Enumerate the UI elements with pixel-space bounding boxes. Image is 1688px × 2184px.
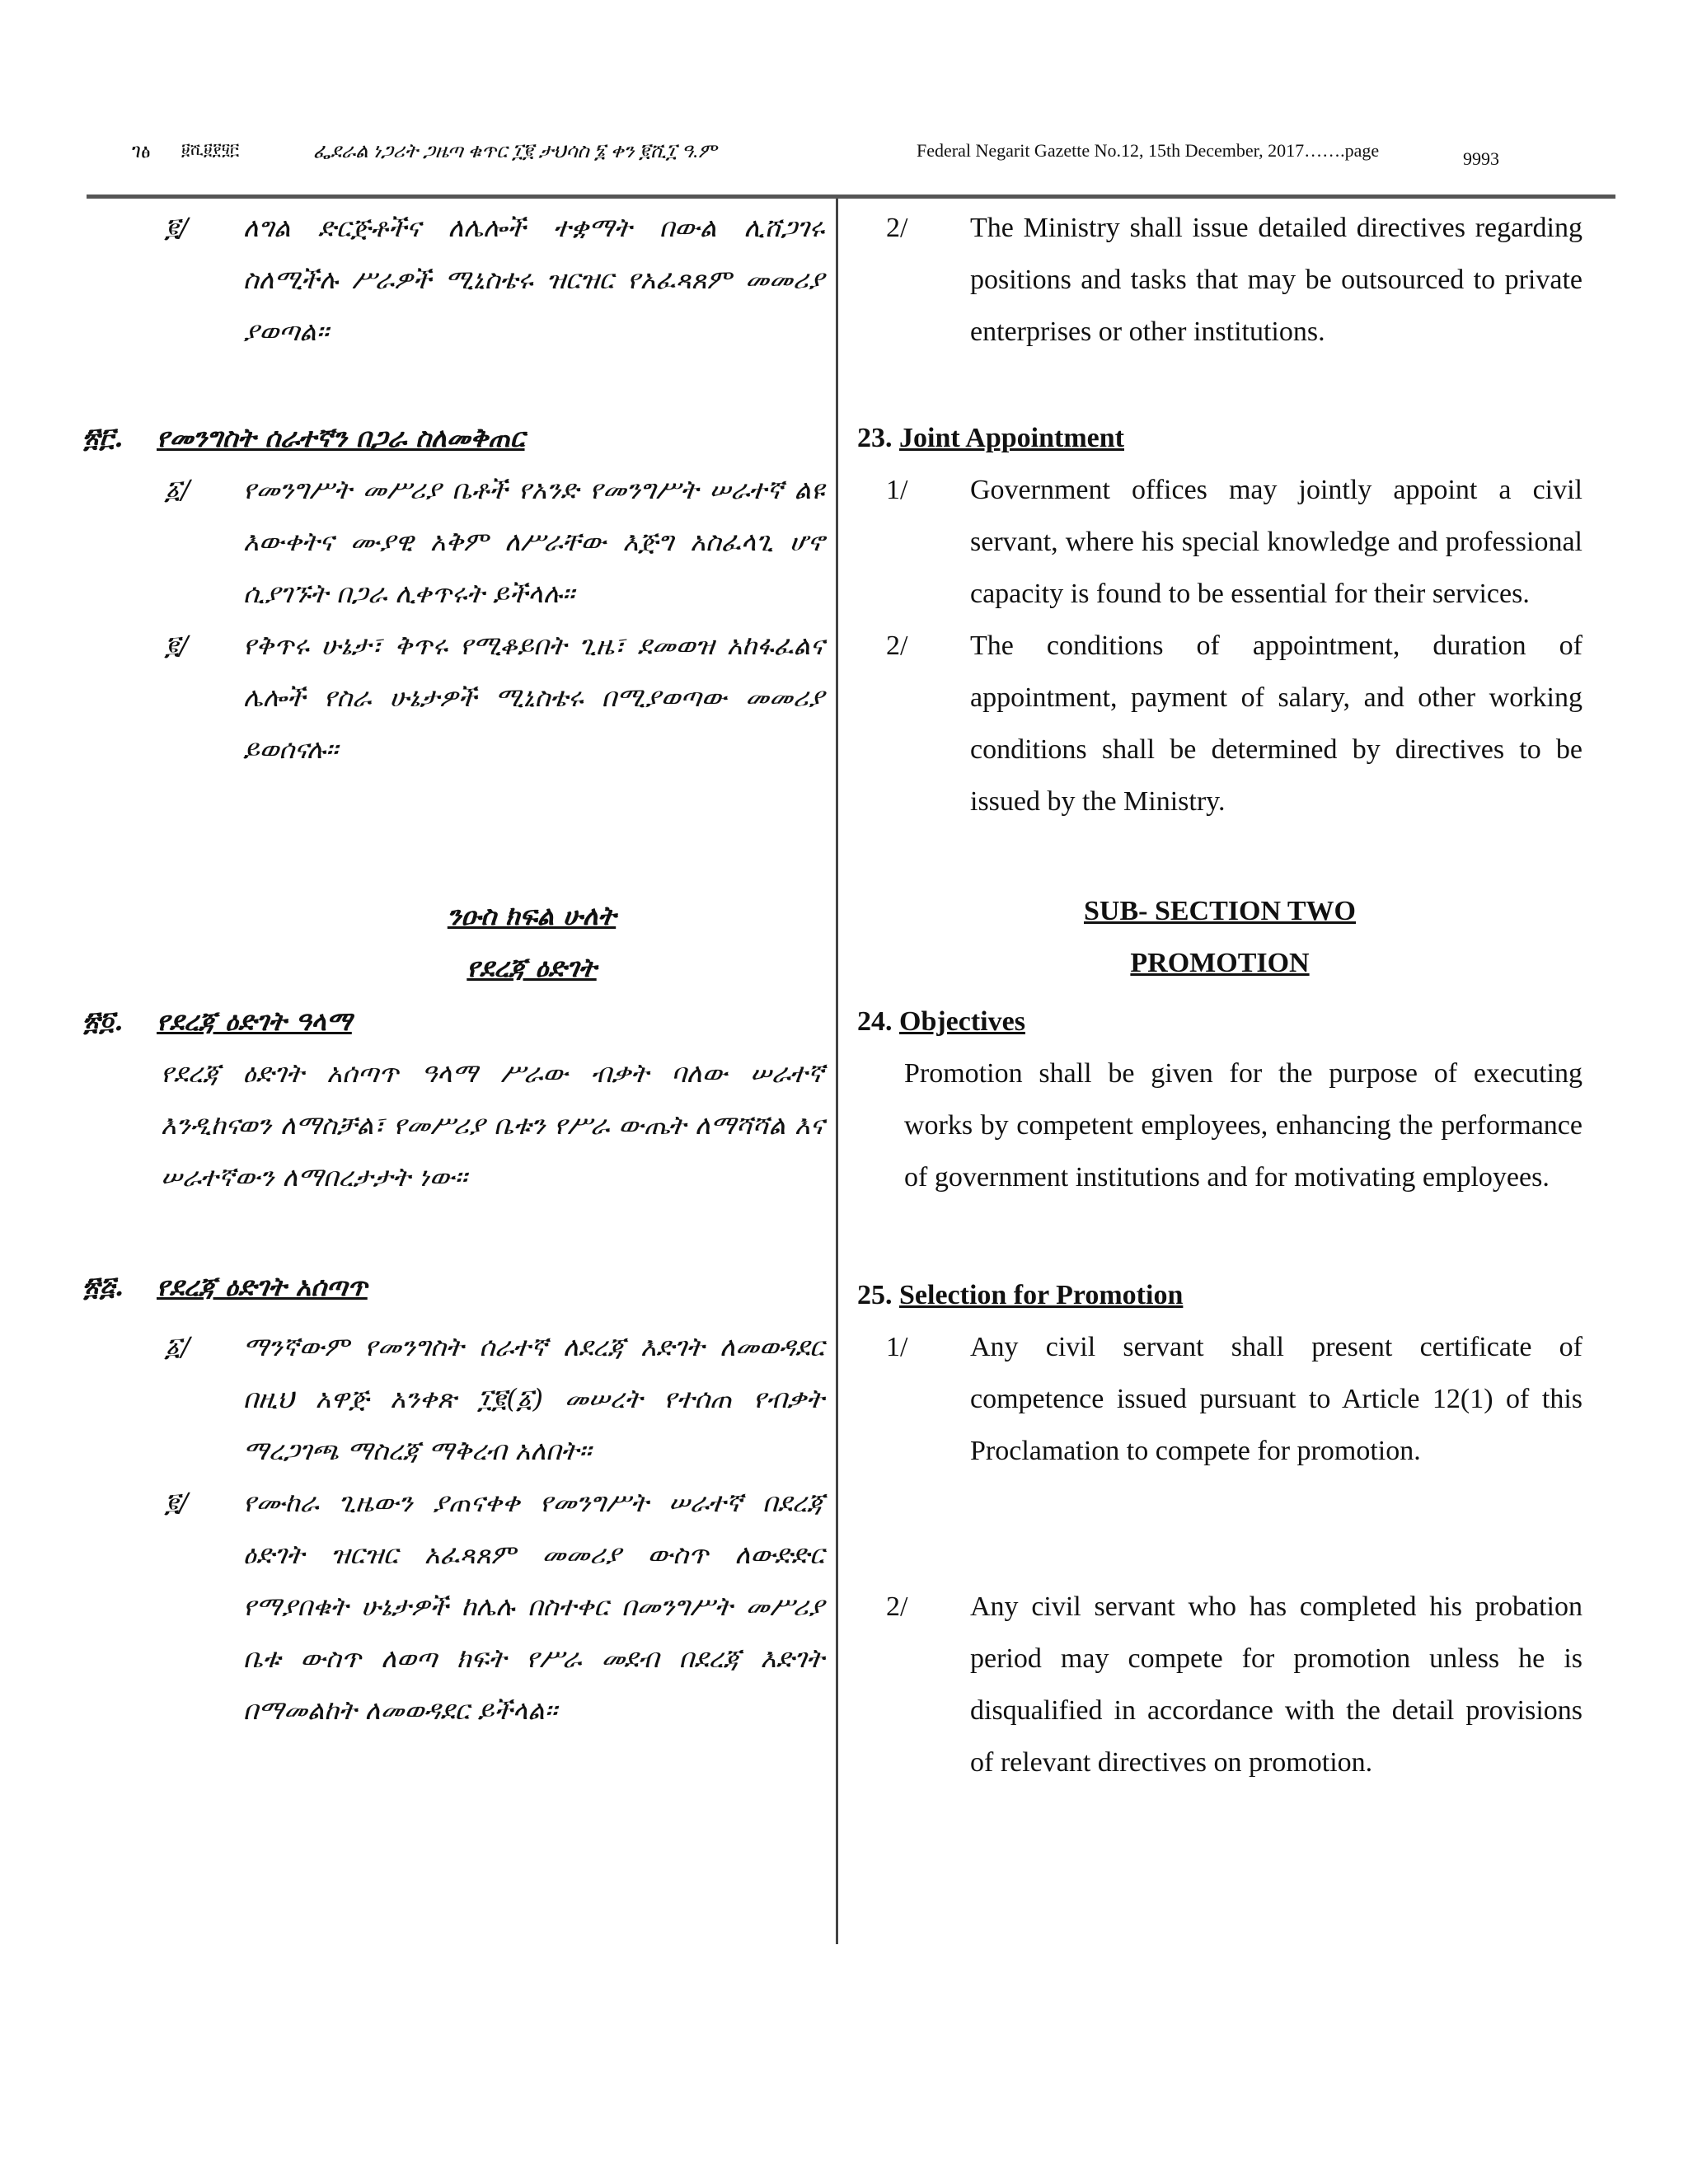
left-article-24 bbox=[82, 996, 824, 1203]
article-title: Joint Appointment bbox=[899, 423, 1124, 453]
list-item bbox=[857, 1321, 1582, 1477]
header-title-amharic: ፌደራል ነጋሪት ጋዜጣ ቁጥር ፲፪ ታህሳስ ፮ ቀን ፪ሺ፲ ዓ.ም bbox=[313, 141, 717, 162]
header-page-label-amharic: ገፅ bbox=[132, 141, 151, 162]
column-divider bbox=[836, 199, 838, 1944]
item-number: 1/ bbox=[886, 1332, 908, 1362]
article-heading bbox=[82, 1261, 824, 1313]
right-column bbox=[857, 202, 1582, 358]
article-paragraph: የደረጃ ዕድገት አሰጣጥ ዓላማ ሥራው ብቃት ባለው ሠራተኛ እንዲከናወን ለማስቻል፣ የመሥሪያ ቤቱን የሥራ ውጤት ለማሻሻል እና ሠራተኛውን ለማበረታታት ነው፡፡ bbox=[161, 1057, 824, 1193]
item-text: ማንኛውም የመንግስት ሰራተኛ ለደረጃ እድገት ለመወዳደር በዚህ አዋጅ አንቀጽ ፲፪(፩) መሠረት የተሰጠ የብቃት ማረጋገጫ ማስረጃ ማቅረብ አለበት፡፡ bbox=[243, 1331, 824, 1466]
article-title: የደረጃ ዕድገት ዓላማ bbox=[157, 1005, 352, 1037]
item-number: 2/ bbox=[886, 213, 908, 243]
article-title: Selection for Promotion bbox=[899, 1280, 1184, 1310]
item-number: ፩/ bbox=[165, 1331, 190, 1362]
article-heading bbox=[857, 996, 1582, 1047]
item-text: የሙከራ ጊዜውን ያጠናቀቀ የመንግሥት ሠራተኛ በደረጃ ዕድገት ዝርዝር አፈጻጸም መመሪያ ውስጥ ለውድድር የማያበቁት ሁኔታዎች ከሌሉ በስተቀር በመንግሥት መሥሪያ ቤቱ ውስጥ ለወጣ ክፍት የሥራ መደብ በደረጃ እድገት በማመልከት ለመወዳደር ይችላል፡፡ bbox=[243, 1487, 824, 1726]
list-item bbox=[857, 620, 1582, 827]
right-article-24 bbox=[857, 996, 1582, 1203]
header-page-number-english: 9993 bbox=[1463, 148, 1499, 169]
article-heading bbox=[82, 412, 824, 464]
item-number: 2/ bbox=[886, 1591, 908, 1622]
list-item bbox=[82, 202, 824, 358]
list-item bbox=[857, 202, 1582, 358]
article-title: የደረጃ ዕድገት አሰጣጥ bbox=[157, 1271, 368, 1302]
left-column bbox=[82, 202, 824, 358]
item-number: ፪/ bbox=[165, 1487, 189, 1518]
item-text: የቅጥሩ ሁኔታ፣ ቅጥሩ የሚቆይበት ጊዜ፣ ደመወዝ አከፋፈልና ሌሎች የስራ ሁኔታዎች ሚኒስቴሩ በሚያወጣው መመሪያ ይወሰናሉ፡፡ bbox=[243, 630, 824, 765]
article-title: የመንግስት ሰራተኛን በጋራ ስለመቅጠር bbox=[157, 422, 525, 453]
item-text: The Ministry shall issue detailed directives regarding positions and tasks that may be outsourced to private enterprises or other institutions. bbox=[970, 213, 1582, 347]
left-article-23 bbox=[82, 412, 824, 776]
right-subsection-heading bbox=[857, 885, 1582, 989]
article-heading bbox=[857, 1269, 1582, 1321]
item-text: Any civil servant who has completed his probation period may compete for promotion unless he is disqualified in accordance with the detail provisions of relevant directives on promotion. bbox=[970, 1591, 1582, 1778]
article-paragraph: Promotion shall be given for the purpose of executing works by competent employees, enhancing the performance of government institutions and for motivating employees. bbox=[904, 1058, 1582, 1193]
subsection-line-1: SUB- SECTION TWO bbox=[1083, 896, 1357, 926]
list-item bbox=[857, 464, 1582, 620]
list-item bbox=[82, 1477, 824, 1736]
item-text: ለግል ድርጅቶችና ለሌሎች ተቋማት በውል ሊሸጋገሩ ስለሚችሉ ሥራዎች ሚኒስቴሩ ዝርዝር የአፈጻጸም መመሪያ ያወጣል፡፡ bbox=[243, 212, 824, 347]
list-item bbox=[82, 464, 824, 620]
list-item bbox=[857, 1581, 1582, 1788]
article-number: 23. bbox=[857, 423, 893, 453]
list-item bbox=[82, 1321, 824, 1477]
item-text: Government offices may jointly appoint a civil servant, where his special knowledge and professional capacity is found to be essential for their services. bbox=[970, 475, 1582, 609]
right-article-25 bbox=[857, 1269, 1582, 1788]
item-number: 2/ bbox=[886, 630, 908, 661]
article-number: ፳፫. bbox=[82, 422, 124, 453]
item-text: Any civil servant shall present certificate of competence issued pursuant to Article 12(1) of this Proclamation to compete for promotion. bbox=[970, 1332, 1582, 1466]
left-subsection-heading bbox=[82, 890, 903, 994]
subsection-line-2: የደረጃ ዕድገት bbox=[467, 952, 597, 983]
subsection-line-2: PROMOTION bbox=[1130, 948, 1310, 978]
header-title-english: Federal Negarit Gazette No.12, 15th December, 2017…….page bbox=[917, 140, 1380, 161]
article-number: 24. bbox=[857, 1006, 893, 1037]
list-item bbox=[82, 620, 824, 776]
article-title: Objectives bbox=[899, 1006, 1025, 1037]
article-heading bbox=[82, 996, 824, 1047]
item-text: የመንግሥት መሥሪያ ቤቶች የአንድ የመንግሥት ሠራተኛ ልዩ እውቀትና ሙያዊ አቅም ለሥራቸው እጅግ አስፈላጊ ሆኖ ሲያገኙት በጋራ ሊቀጥሩት ይችላሉ፡፡ bbox=[243, 474, 824, 609]
article-number: 25. bbox=[857, 1280, 893, 1310]
article-number: ፳፭. bbox=[82, 1271, 124, 1302]
item-number: ፪/ bbox=[165, 212, 189, 243]
article-number: ፳፬. bbox=[82, 1005, 124, 1037]
header-page-number-amharic: ፱ሺ፱፻፶፫ bbox=[181, 141, 240, 159]
article-heading bbox=[857, 412, 1582, 464]
right-article-23 bbox=[857, 412, 1582, 827]
item-number: 1/ bbox=[886, 475, 908, 505]
subsection-line-1: ንዑስ ክፍል ሁለት bbox=[447, 900, 617, 931]
item-text: The conditions of appointment, duration of appointment, payment of salary, and other working conditions shall be determined by directives to be issued by the Ministry. bbox=[970, 630, 1582, 817]
left-article-25 bbox=[82, 1261, 824, 1736]
item-number: ፩/ bbox=[165, 474, 190, 505]
item-number: ፪/ bbox=[165, 630, 189, 661]
header-rule bbox=[87, 194, 1615, 199]
